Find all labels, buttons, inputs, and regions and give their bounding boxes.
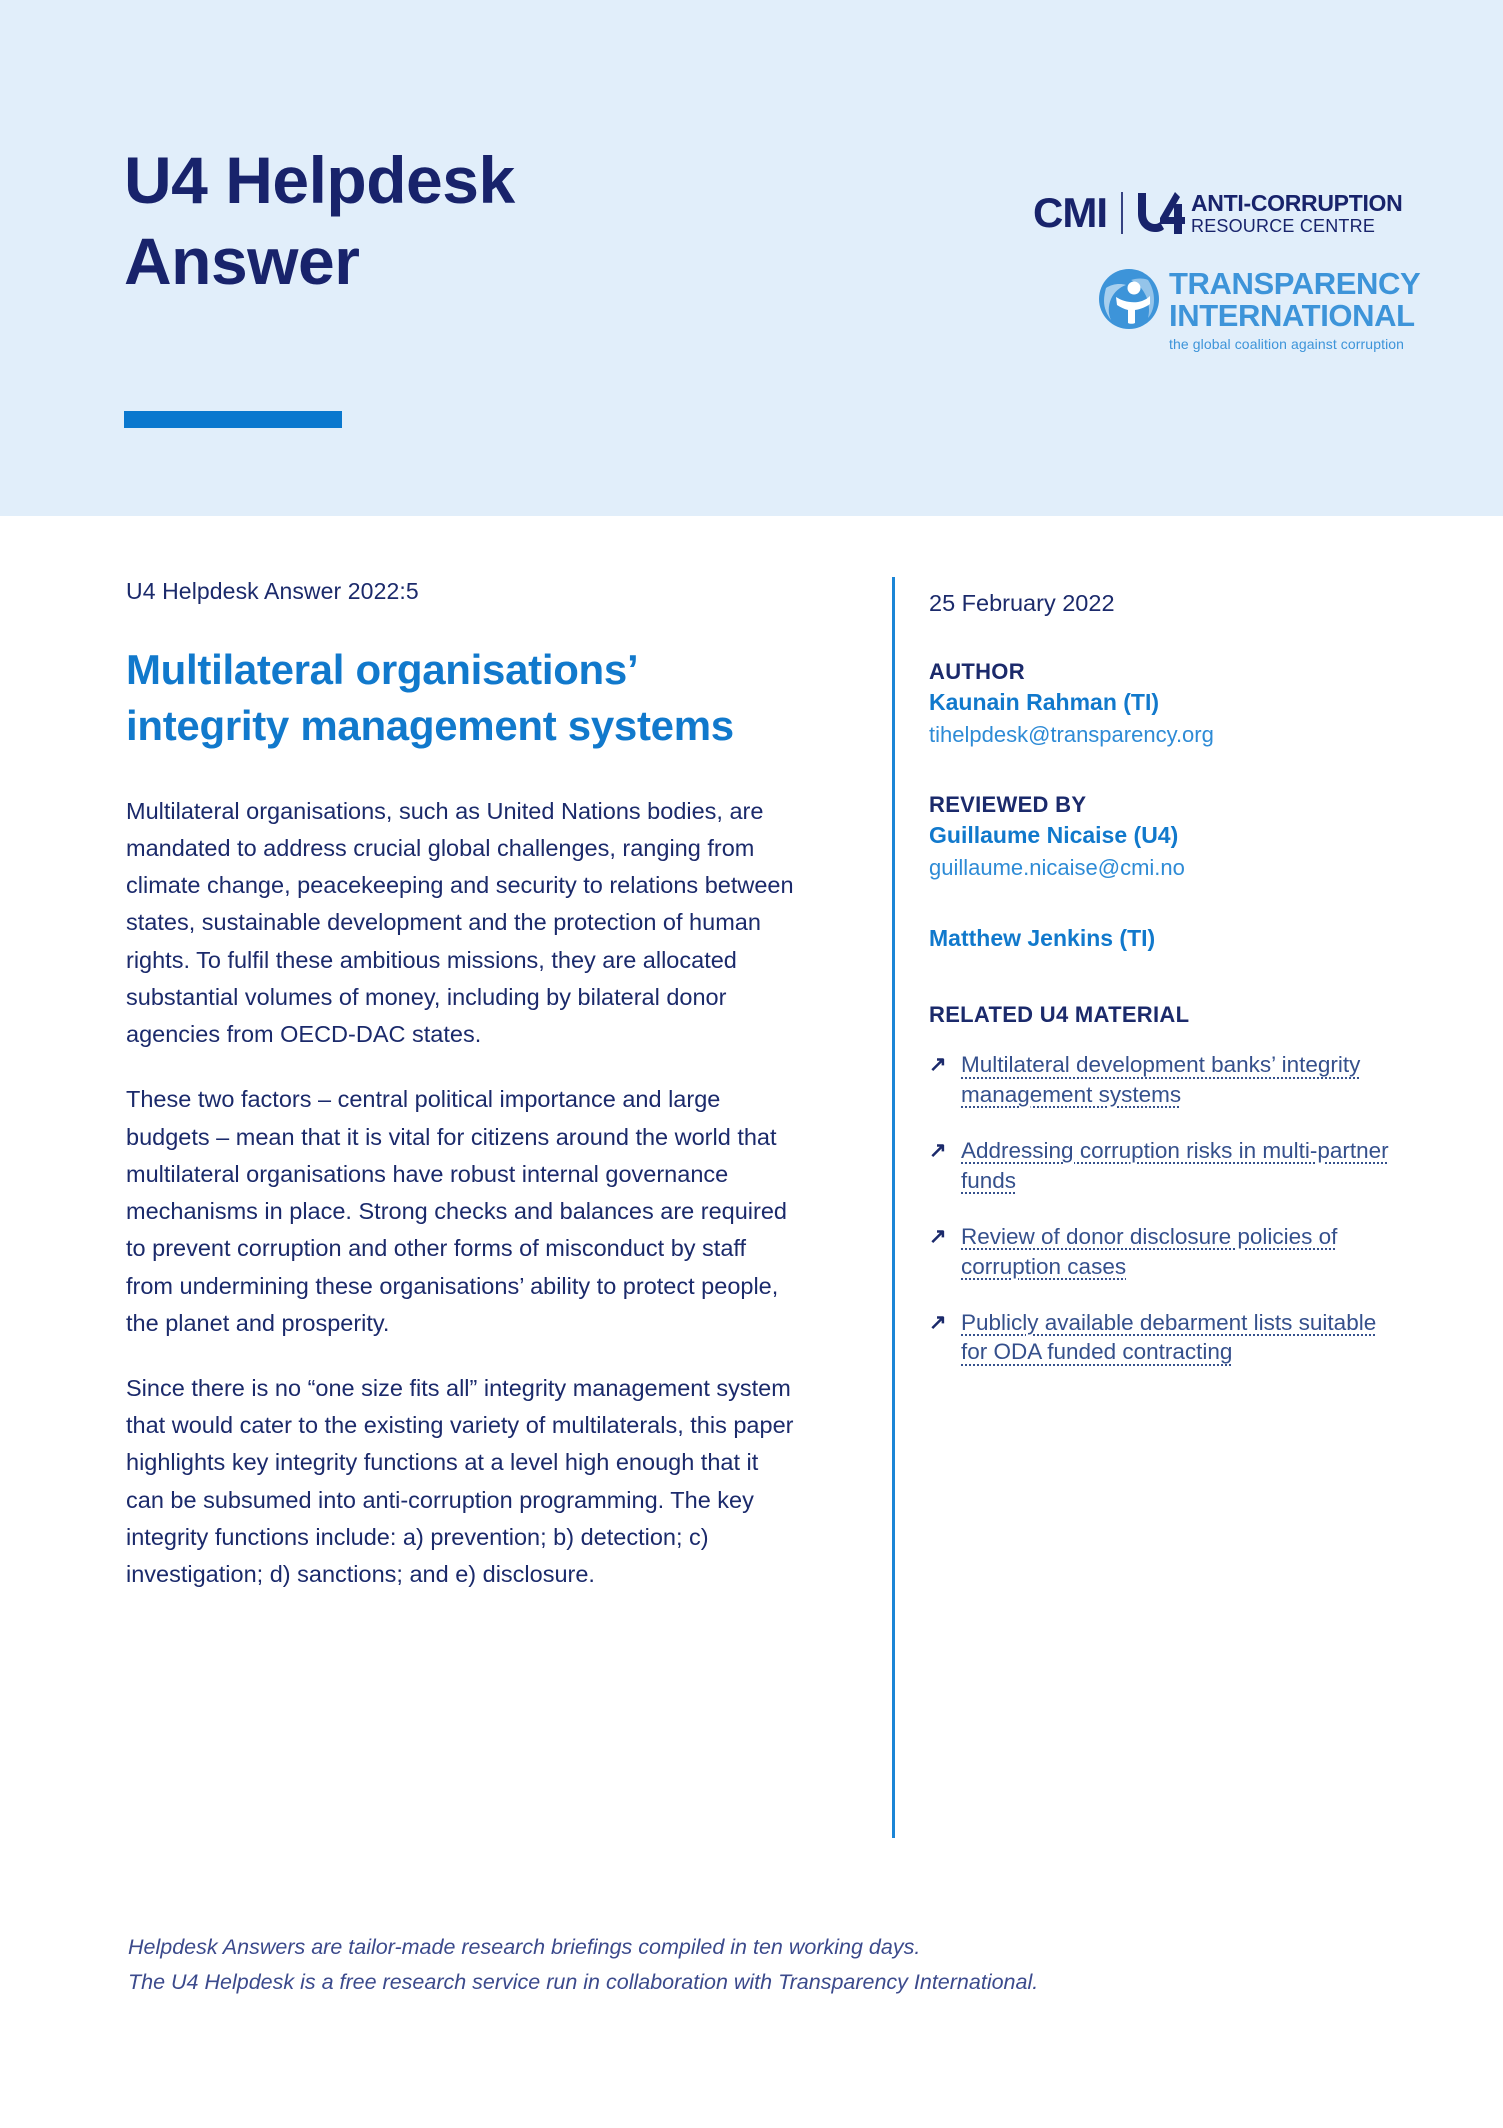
ti-wordmark-line-2: INTERNATIONAL (1169, 298, 1415, 333)
reviewer-name-secondary: Matthew Jenkins (TI) (929, 925, 1156, 951)
related-material-link[interactable]: Multilateral development banks’ integrity management systems (961, 1052, 1361, 1107)
footer-line-1: Helpdesk Answers are tailor-made research briefings compiled in ten working days. (128, 1935, 921, 1959)
ti-wordmark (1169, 268, 1420, 351)
header-band (0, 0, 1503, 516)
title-accent-rule (124, 411, 342, 428)
list-item[interactable] (929, 1308, 1389, 1368)
summary-paragraph-2: These two factors – central political importance and large budgets – mean that it is vital for citizens around the world that multilateral organisations have robust internal governance mechanisms in place. Strong checks and balances are required to prevent corruption and other forms of misconduct by staff from undermining these organisations’ ability to protect people, the planet and prosperity. (126, 1086, 787, 1336)
u4-subtitle-line-1: ANTI-CORRUPTION (1191, 189, 1403, 216)
cmi-u4-logo (1033, 187, 1402, 239)
publication-date: 25 February 2022 (929, 590, 1115, 616)
metadata-column (929, 590, 1389, 1367)
external-link-arrow-icon: ↗ (929, 1310, 947, 1334)
column-divider (892, 577, 895, 1838)
page-title-line-1: U4 Helpdesk (124, 143, 515, 217)
reviewed-by-label: REVIEWED BY (929, 792, 1087, 817)
u4-subtitle-line-2: RESOURCE CENTRE (1191, 215, 1376, 236)
logo-divider-bar (1121, 192, 1123, 234)
footer-line-2: The U4 Helpdesk is a free research service run in collaboration with Transparency International. (128, 1969, 1039, 1994)
summary-paragraph-1: Multilateral organisations, such as United Nations bodies, are mandated to address crucial global challenges, ranging from climate change, peacekeeping and security to relations between states, sustainable development and the protection of human rights. To fulfil these ambitious missions, they are allocated substantial volumes of money, including by bilateral donor agencies from OECD-DAC states. (126, 797, 794, 1048)
reviewer-name: Guillaume Nicaise (U4) (929, 822, 1179, 848)
list-item[interactable] (929, 1222, 1389, 1282)
main-content-column (126, 578, 798, 1593)
summary-paragraph-3: Since there is no “one size fits all” integrity management system that would cater to the existing variety of multilaterals, this paper highlights key integrity functions at a level high enough that it can be subsumed into anti-corruption programming. The key integrity functions include: a) prevention; b) detection; c) investigation; d) sanctions; and e) disclosure. (126, 1375, 794, 1588)
page-title (124, 140, 744, 301)
external-link-arrow-icon: ↗ (929, 1224, 947, 1248)
related-material-link[interactable]: Review of donor disclosure policies of corruption cases (961, 1223, 1338, 1279)
u4-mark-icon (1135, 190, 1185, 236)
page-footer (128, 1930, 1378, 2000)
author-email[interactable]: tihelpdesk@transparency.org (929, 722, 1214, 747)
related-material-label: RELATED U4 MATERIAL (929, 1002, 1190, 1027)
document-reference: U4 Helpdesk Answer 2022:5 (126, 578, 419, 604)
author-label: AUTHOR (929, 659, 1025, 684)
cmi-wordmark: CMI (1033, 189, 1107, 236)
ti-wordmark-line-1: TRANSPARENCY (1169, 266, 1421, 301)
related-material-list (929, 1050, 1389, 1367)
author-name: Kaunain Rahman (TI) (929, 689, 1160, 715)
list-item[interactable] (929, 1136, 1389, 1196)
ti-tagline: the global coalition against corruption (1169, 336, 1405, 352)
document-title: Multilateral organisations’ integrity management systems (126, 646, 734, 749)
list-item[interactable] (929, 1050, 1389, 1110)
transparency-international-logo (1098, 268, 1420, 351)
external-link-arrow-icon: ↗ (929, 1138, 947, 1162)
page-title-line-2: Answer (124, 223, 360, 298)
related-material-link[interactable]: Addressing corruption risks in multi-partner funds (961, 1137, 1389, 1193)
globe-icon (1098, 268, 1160, 330)
external-link-arrow-icon: ↗ (929, 1053, 947, 1076)
related-material-link[interactable]: Publicly available debarment lists suitable for ODA funded contracting (961, 1309, 1377, 1365)
u4-subtitle (1191, 189, 1403, 236)
reviewer-email[interactable]: guillaume.nicaise@cmi.no (929, 855, 1185, 880)
